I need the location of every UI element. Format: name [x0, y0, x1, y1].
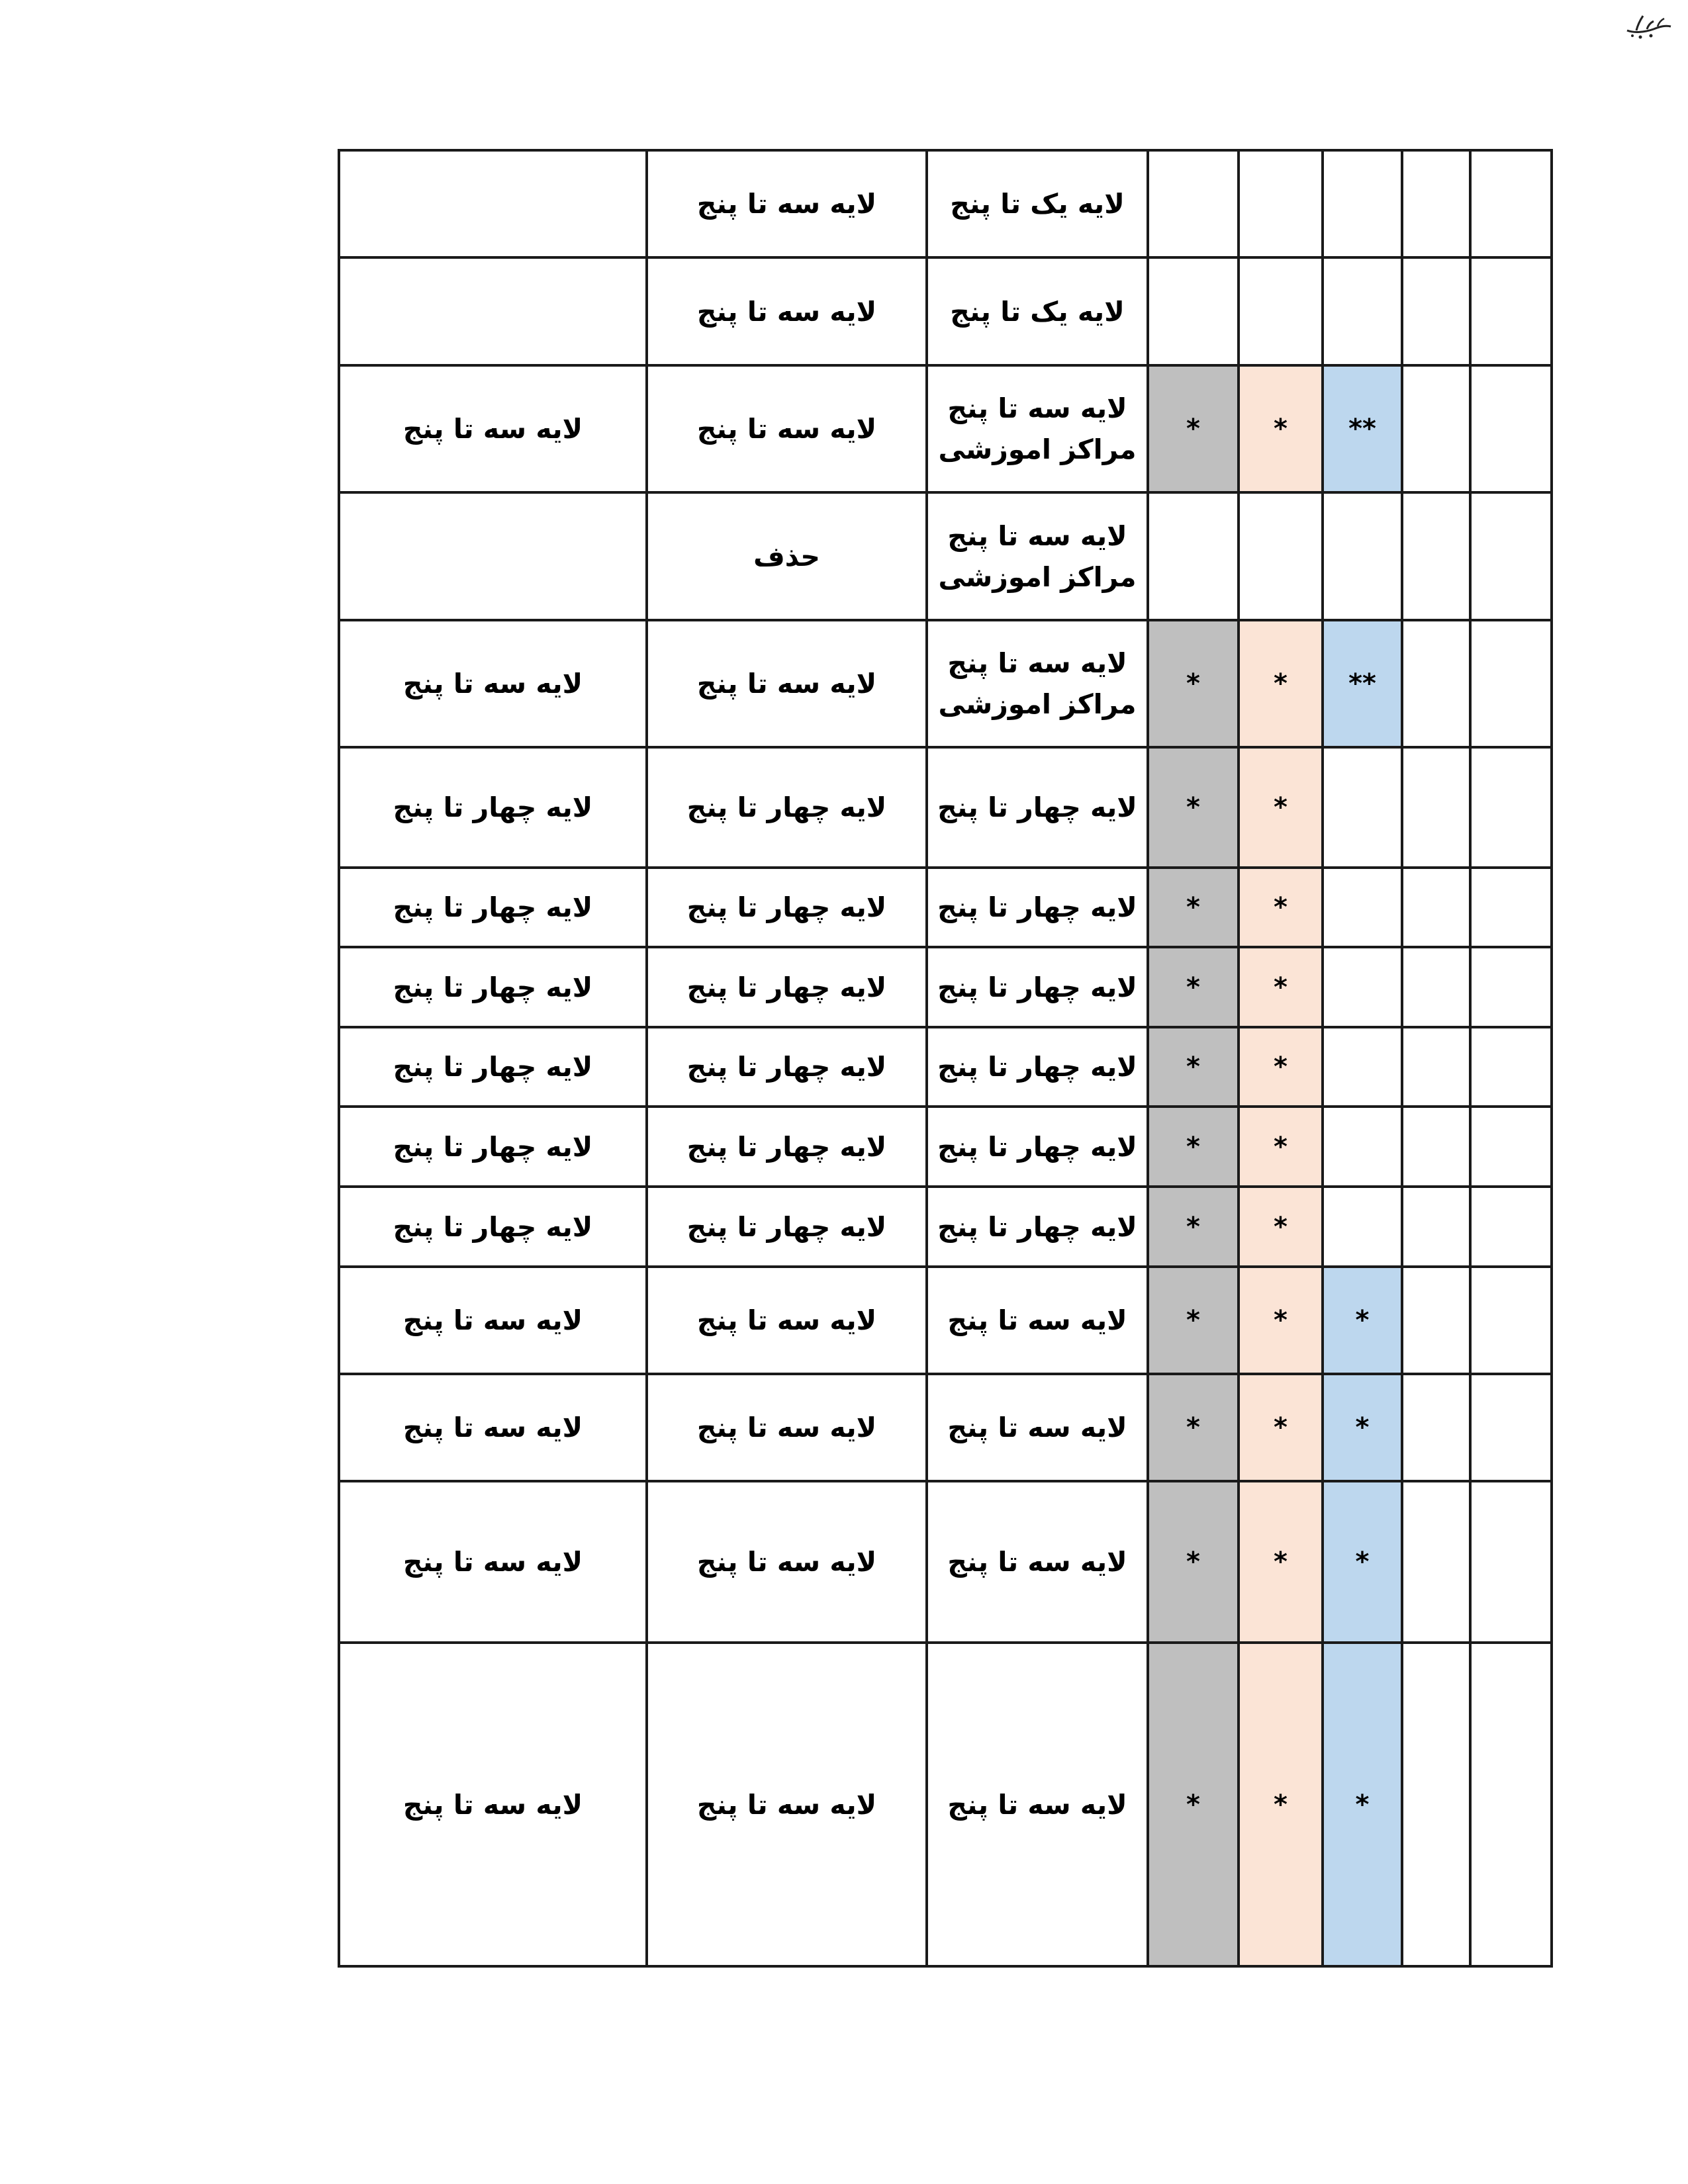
gray-marker-cell: [1148, 257, 1239, 365]
empty-cell: [1402, 365, 1470, 492]
table-row: [339, 257, 1552, 365]
empty-cell: [1402, 1267, 1470, 1374]
blue-marker-cell: **: [1323, 620, 1402, 747]
empty-cell: [1470, 1267, 1552, 1374]
layer-cell-final: لایه سه تا پنج: [339, 1643, 647, 1966]
layer-cell-revised: لایه چهار تا پنج: [647, 1027, 927, 1107]
layer-cell-revised: لایه چهار تا پنج: [647, 747, 927, 868]
layer-cell-original: [927, 492, 1148, 620]
table-row: [339, 1643, 1552, 1966]
layer-cell-revised: لایه چهار تا پنج: [647, 947, 927, 1027]
empty-cell: [1402, 1187, 1470, 1267]
layer-cell-final: لایه چهار تا پنج: [339, 747, 647, 868]
layer-cell-original: [927, 1027, 1148, 1107]
gray-marker-cell: *: [1148, 1027, 1239, 1107]
layer-cell-final: لایه چهار تا پنج: [339, 868, 647, 947]
blue-marker-cell: [1323, 257, 1402, 365]
layer-cell-original: [927, 1643, 1148, 1966]
layer-cell-line: لایه سه تا پنج: [947, 1304, 1127, 1336]
empty-cell: [1402, 1027, 1470, 1107]
layer-cell-original: [927, 1481, 1148, 1643]
layer-cell-line: لایه سه تا پنج: [947, 1412, 1127, 1443]
gray-marker-cell: *: [1148, 947, 1239, 1027]
gray-marker-cell: *: [1148, 868, 1239, 947]
empty-cell: [1402, 1643, 1470, 1966]
table-row: [339, 747, 1552, 868]
peach-marker-cell: [1239, 492, 1323, 620]
empty-cell: [1402, 150, 1470, 257]
table-row: [339, 1107, 1552, 1187]
layer-cell-line: لایه سه تا پنج: [947, 520, 1127, 552]
layer-cell-original: [927, 868, 1148, 947]
table-row: [339, 947, 1552, 1027]
empty-cell: [1402, 868, 1470, 947]
gray-marker-cell: [1148, 492, 1239, 620]
layer-cell-line: لایه چهار تا پنج: [937, 1210, 1137, 1243]
layer-cell-revised: لایه سه تا پنج: [647, 365, 927, 492]
peach-marker-cell: *: [1239, 1187, 1323, 1267]
layer-cell-original: [927, 257, 1148, 365]
table-row: [339, 150, 1552, 257]
layer-cell-line: مراکز اموزشی: [938, 688, 1137, 720]
layer-cell-original: [927, 1267, 1148, 1374]
layer-cell-revised: لایه سه تا پنج: [647, 1643, 927, 1966]
layer-cell-final: لایه سه تا پنج: [339, 620, 647, 747]
layer-cell-final: [339, 257, 647, 365]
empty-cell: [1470, 620, 1552, 747]
table-row: [339, 1187, 1552, 1267]
layer-cell-final: لایه سه تا پنج: [339, 1267, 647, 1374]
logo-icon: [1624, 11, 1673, 41]
empty-cell: [1470, 1187, 1552, 1267]
empty-cell: [1470, 492, 1552, 620]
layer-cell-line: لایه چهار تا پنج: [937, 792, 1137, 823]
peach-marker-cell: *: [1239, 1107, 1323, 1187]
layer-cell-original: [927, 947, 1148, 1027]
layer-cell-line: مراکز اموزشی: [938, 561, 1137, 593]
layer-cell-final: لایه چهار تا پنج: [339, 947, 647, 1027]
empty-cell: [1470, 1027, 1552, 1107]
peach-marker-cell: *: [1239, 365, 1323, 492]
peach-marker-cell: *: [1239, 868, 1323, 947]
gray-marker-cell: *: [1148, 1374, 1239, 1481]
layer-cell-revised: لایه سه تا پنج: [647, 1374, 927, 1481]
layer-cell-line: لایه سه تا پنج: [947, 392, 1127, 424]
layer-cell-line: لایه یک تا پنج: [950, 295, 1125, 328]
layer-cell-final: لایه سه تا پنج: [339, 1374, 647, 1481]
blue-marker-cell: [1323, 947, 1402, 1027]
layer-cell-line: لایه چهار تا پنج: [937, 1051, 1137, 1083]
layer-cell-original: [927, 365, 1148, 492]
layer-cell-line: لایه یک تا پنج: [950, 188, 1125, 220]
layer-cell-revised: حذف: [647, 492, 927, 620]
table-row: [339, 1374, 1552, 1481]
layer-table: [338, 149, 1553, 1968]
empty-cell: [1470, 947, 1552, 1027]
table-row: [339, 868, 1552, 947]
layer-cell-line: لایه چهار تا پنج: [937, 971, 1137, 1003]
empty-cell: [1402, 620, 1470, 747]
gray-marker-cell: *: [1148, 1187, 1239, 1267]
table-row: [339, 1027, 1552, 1107]
empty-cell: [1402, 1481, 1470, 1643]
layer-cell-line: مراکز اموزشی: [938, 433, 1137, 465]
peach-marker-cell: *: [1239, 747, 1323, 868]
layer-cell-original: [927, 1107, 1148, 1187]
empty-cell: [1470, 257, 1552, 365]
layer-cell-final: لایه چهار تا پنج: [339, 1027, 647, 1107]
empty-cell: [1402, 1107, 1470, 1187]
gray-marker-cell: *: [1148, 1643, 1239, 1966]
layer-cell-final: [339, 150, 647, 257]
peach-marker-cell: *: [1239, 1027, 1323, 1107]
blue-marker-cell: [1323, 1187, 1402, 1267]
blue-marker-cell: [1323, 747, 1402, 868]
table-row: [339, 492, 1552, 620]
peach-marker-cell: [1239, 257, 1323, 365]
empty-cell: [1470, 868, 1552, 947]
layer-cell-line: لایه سه تا پنج: [947, 647, 1127, 679]
gray-marker-cell: [1148, 150, 1239, 257]
layer-cell-line: لایه سه تا پنج: [947, 1546, 1127, 1578]
layer-cell-revised: لایه چهار تا پنج: [647, 868, 927, 947]
gray-marker-cell: *: [1148, 1107, 1239, 1187]
layer-cell-line: لایه چهار تا پنج: [937, 891, 1137, 923]
layer-cell-revised: لایه چهار تا پنج: [647, 1187, 927, 1267]
layer-cell-final: [339, 492, 647, 620]
layer-cell-line: لایه سه تا پنج: [947, 1788, 1127, 1821]
blue-marker-cell: [1323, 492, 1402, 620]
layer-cell-final: لایه چهار تا پنج: [339, 1187, 647, 1267]
peach-marker-cell: [1239, 150, 1323, 257]
peach-marker-cell: *: [1239, 1643, 1323, 1966]
empty-cell: [1470, 150, 1552, 257]
empty-cell: [1402, 947, 1470, 1027]
gray-marker-cell: *: [1148, 365, 1239, 492]
table-row: [339, 1481, 1552, 1643]
gray-marker-cell: *: [1148, 1267, 1239, 1374]
blue-marker-cell: *: [1323, 1267, 1402, 1374]
blue-marker-cell: [1323, 150, 1402, 257]
layer-cell-revised: لایه سه تا پنج: [647, 150, 927, 257]
layer-cell-revised: لایه سه تا پنج: [647, 1481, 927, 1643]
blue-marker-cell: *: [1323, 1374, 1402, 1481]
blue-marker-cell: *: [1323, 1481, 1402, 1643]
empty-cell: [1402, 492, 1470, 620]
table-body: [339, 150, 1552, 1966]
layer-cell-revised: لایه سه تا پنج: [647, 620, 927, 747]
gray-marker-cell: *: [1148, 1481, 1239, 1643]
table-row: [339, 365, 1552, 492]
peach-marker-cell: *: [1239, 947, 1323, 1027]
empty-cell: [1470, 1107, 1552, 1187]
layer-cell-final: لایه چهار تا پنج: [339, 1107, 647, 1187]
blue-marker-cell: [1323, 1107, 1402, 1187]
empty-cell: [1402, 1374, 1470, 1481]
empty-cell: [1470, 747, 1552, 868]
blue-marker-cell: **: [1323, 365, 1402, 492]
layer-cell-original: [927, 1187, 1148, 1267]
blue-marker-cell: *: [1323, 1643, 1402, 1966]
empty-cell: [1470, 1481, 1552, 1643]
empty-cell: [1470, 365, 1552, 492]
table-row: [339, 1267, 1552, 1374]
layer-cell-original: [927, 1374, 1148, 1481]
blue-marker-cell: [1323, 868, 1402, 947]
layer-cell-original: [927, 620, 1148, 747]
peach-marker-cell: *: [1239, 1481, 1323, 1643]
peach-marker-cell: *: [1239, 1267, 1323, 1374]
peach-marker-cell: *: [1239, 1374, 1323, 1481]
blue-marker-cell: [1323, 1027, 1402, 1107]
table-row: [339, 620, 1552, 747]
layer-cell-original: [927, 150, 1148, 257]
layer-cell-line: لایه چهار تا پنج: [937, 1130, 1137, 1163]
peach-marker-cell: *: [1239, 620, 1323, 747]
layer-cell-final: لایه سه تا پنج: [339, 1481, 647, 1643]
gray-marker-cell: *: [1148, 747, 1239, 868]
layer-cell-revised: لایه سه تا پنج: [647, 1267, 927, 1374]
layer-cell-revised: لایه سه تا پنج: [647, 257, 927, 365]
empty-cell: [1402, 747, 1470, 868]
empty-cell: [1402, 257, 1470, 365]
layer-cell-original: [927, 747, 1148, 868]
layer-cell-revised: لایه چهار تا پنج: [647, 1107, 927, 1187]
gray-marker-cell: *: [1148, 620, 1239, 747]
layer-cell-final: لایه سه تا پنج: [339, 365, 647, 492]
empty-cell: [1470, 1374, 1552, 1481]
empty-cell: [1470, 1643, 1552, 1966]
